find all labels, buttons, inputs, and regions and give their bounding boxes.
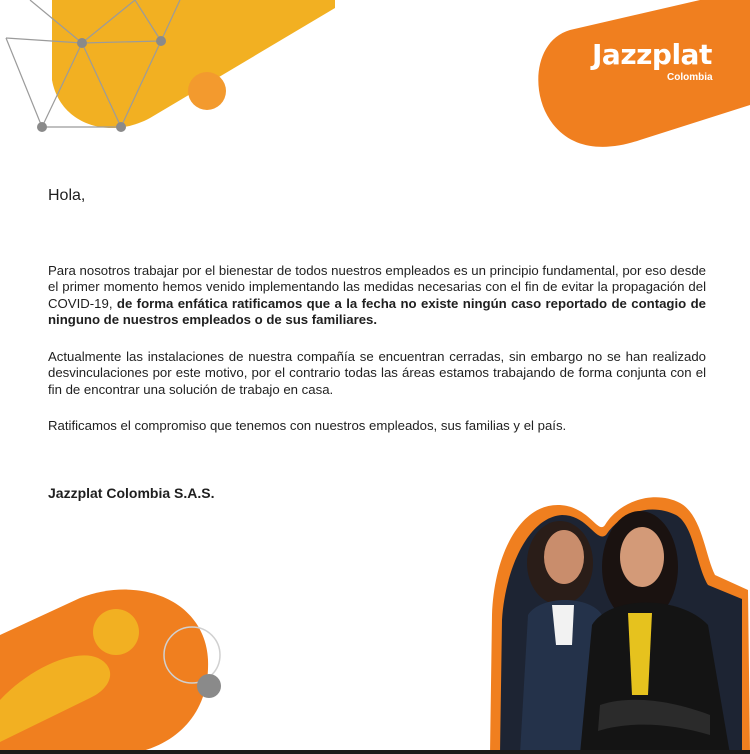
- gray-dot: [197, 674, 221, 698]
- person-left-face: [544, 530, 584, 584]
- greeting: Hola,: [48, 187, 86, 204]
- yellow-circle: [93, 609, 139, 655]
- signature: Jazzplat Colombia S.A.S.: [48, 485, 215, 501]
- paragraph-1-emphasis: de forma enfática ratificamos que a la fecha no existe ningún caso reportado de contagio de ninguno de nuestros empleados o de sus familiares.: [48, 295, 706, 328]
- logo-wordmark: Jazzplat: [592, 38, 712, 71]
- employees-photo: [480, 495, 750, 754]
- top-left-decoration: [0, 0, 340, 140]
- yellow-swoosh-shape: [52, 0, 335, 128]
- paragraph-1-text: Para nosotros trabajar por el bienestar de todos nuestros empleados es un principio fundamental, por eso desde el primer momento hemos venido implementando las medidas necesarias con el fin de evitar la propagación del COVID-19,: [48, 263, 706, 311]
- bottom-left-decoration: [0, 580, 240, 754]
- orange-dot: [188, 72, 226, 110]
- paragraph-2: Actualmente las instalaciones de nuestra compañía se encuentran cerradas, sin embargo no se han realizado desvinculaciones por este motivo, por el contrario todas las áreas estamos trabajando de forma conjunta con el fin de encontrar una solución de trabajo en casa.: [48, 349, 706, 397]
- logo-subtitle: Colombia: [667, 72, 713, 83]
- bottom-border: [0, 750, 750, 754]
- logo-background-shape: [530, 0, 750, 155]
- paragraph-1: [48, 263, 706, 329]
- person-right-face: [620, 527, 664, 587]
- paragraph-3: Ratificamos el compromiso que tenemos con nuestros empleados, sus familias y el país.: [48, 418, 567, 433]
